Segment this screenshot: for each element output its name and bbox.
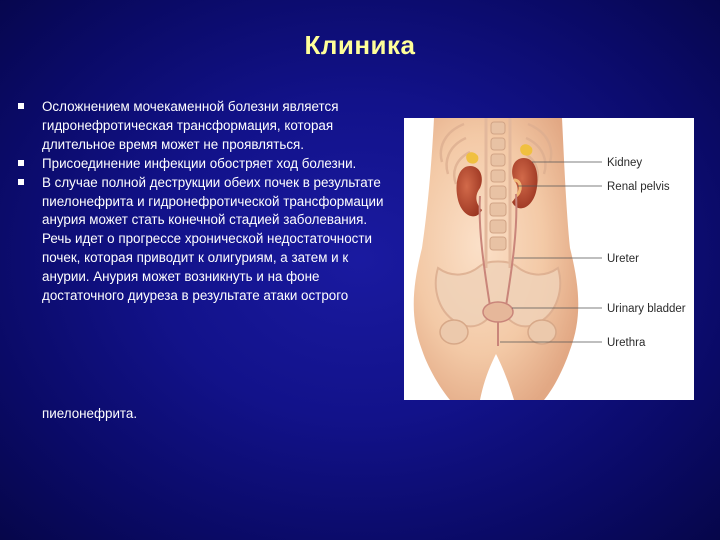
square-bullet-icon	[18, 160, 24, 166]
bullet-list	[14, 98, 394, 306]
label-renal-pelvis: Renal pelvis	[607, 181, 670, 193]
slide-title: Клиника	[304, 30, 416, 60]
label-urethra: Urethra	[607, 337, 646, 349]
label-urinary-bladder: Urinary bladder	[607, 303, 686, 315]
urinary-system-illustration	[404, 118, 694, 400]
hip-joint-left	[440, 320, 468, 344]
label-kidney: Kidney	[607, 157, 643, 169]
bullet-item	[14, 155, 394, 174]
urinary-bladder	[483, 302, 513, 322]
anatomy-svg	[404, 118, 694, 400]
bullet-text: Осложнением мочекаменной болезни является гидронефротическая трансформация, которая длительное время может не проявляться.	[42, 99, 339, 152]
bullet-item	[14, 174, 394, 306]
label-ureter: Ureter	[607, 253, 639, 265]
hip-joint-right	[528, 320, 556, 344]
bullet-item	[14, 98, 394, 155]
square-bullet-icon	[18, 103, 24, 109]
square-bullet-icon	[18, 179, 24, 185]
bullet-text: В случае полной деструкции обеих почек в результате пиелонефрита и гидронефротической трансформации анурия может стать конечной стадией заболевания. Речь идет о прогрессе хронической недостаточности почек, которая приводит к олигуриям, а затем и к анурии. Анурия может возникнуть и на фоне достаточного диуреза в результате атаки острого	[42, 174, 384, 304]
bullet-text: Присоединение инфекции обостряет ход болезни.	[42, 155, 357, 171]
bullet-continuation: пиелонефрита.	[42, 406, 138, 421]
spine	[490, 122, 506, 250]
